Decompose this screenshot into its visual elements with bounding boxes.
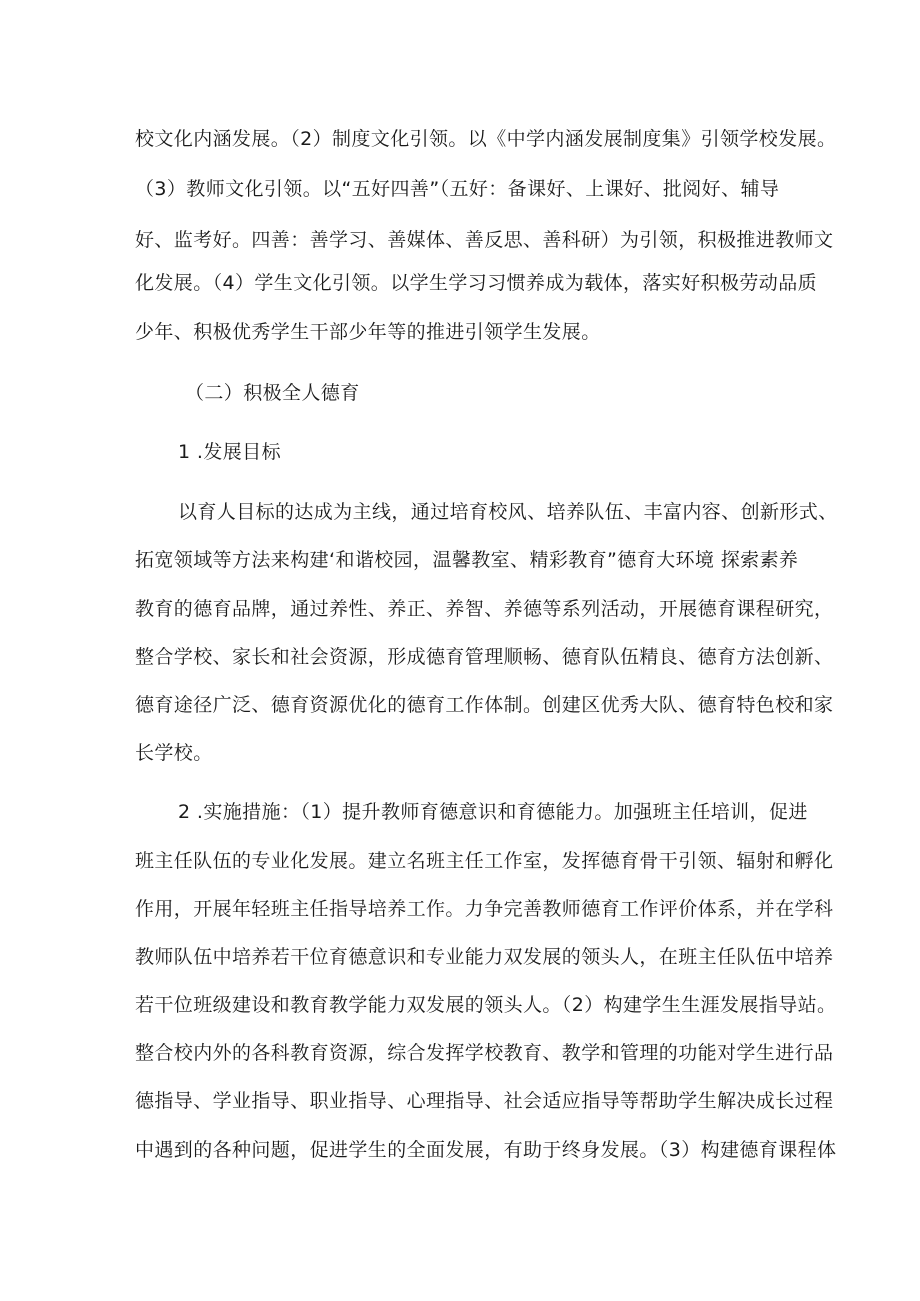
- paragraph-line: 教育的德育品牌，通过养性、养正、养智、养德等系列活动，开展德育课程研究，: [135, 598, 834, 620]
- paragraph-line: 拓宽领域等方法来构建‘和谐校园，温馨教室、精彩教育”德育大环境 探索素养: [135, 549, 799, 571]
- paragraph-line: 好、监考好。四善：善学习、善媒体、善反思、善科研）为引领，积极推进教师文: [135, 229, 834, 251]
- paragraph-line: 长学校。: [135, 742, 213, 764]
- paragraph-line: 校文化内涵发展。（2）制度文化引领。以《中学内涵发展制度集》引领学校发展。: [135, 128, 837, 150]
- paragraph-line: 若干位班级建设和教育教学能力双发展的领头人。（2）构建学生生涯发展指导站。: [135, 994, 837, 1016]
- paragraph-line: 整合学校、家长和社会资源，形成德育管理顺畅、德育队伍精良、德育方法创新、: [135, 646, 834, 668]
- paragraph-line: 2 .实施措施：（1）提升教师育德意识和育德能力。加强班主任培训，促进: [178, 801, 808, 823]
- paragraph-line: （3）教师文化引领。以“五好四善”（五好：备课好、上课好、批阅好、辅导: [135, 178, 780, 200]
- paragraph-line: 整合校内外的各科教育资源，综合发挥学校教育、教学和管理的功能对学生进行品: [135, 1042, 834, 1064]
- paragraph-line: 德育途径广泛、德育资源优化的德育工作体制。创建区优秀大队、德育特色校和家: [135, 694, 834, 716]
- subsection-heading: 1 .发展目标: [178, 441, 281, 463]
- paragraph-line: 教师队伍中培养若干位育德意识和专业能力双发展的领头人，在班主任队伍中培养: [135, 946, 834, 968]
- paragraph-line: 德指导、学业指导、职业指导、心理指导、社会适应指导等帮助学生解决成长过程: [135, 1090, 834, 1112]
- paragraph-line: 班主任队伍的专业化发展。建立名班主任工作室，发挥德育骨干引领、辐射和孵化: [135, 850, 834, 872]
- paragraph-line: 中遇到的各种问题，促进学生的全面发展，有助于终身发展。（3）构建德育课程体: [135, 1139, 837, 1161]
- paragraph-line: 以育人目标的达成为主线，通过培育校风、培养队伍、丰富内容、创新形式、: [178, 501, 838, 523]
- paragraph-line: 少年、积极优秀学生干部少年等的推进引领学生发展。: [135, 321, 601, 343]
- section-heading: （二）积极全人德育: [185, 382, 360, 404]
- paragraph-line: 化发展。（4）学生文化引领。以学生学习习惯养成为载体，落实好积极劳动品质: [135, 272, 817, 294]
- paragraph-line: 作用，开展年轻班主任指导培养工作。力争完善教师德育工作评价体系，并在学科: [135, 898, 834, 920]
